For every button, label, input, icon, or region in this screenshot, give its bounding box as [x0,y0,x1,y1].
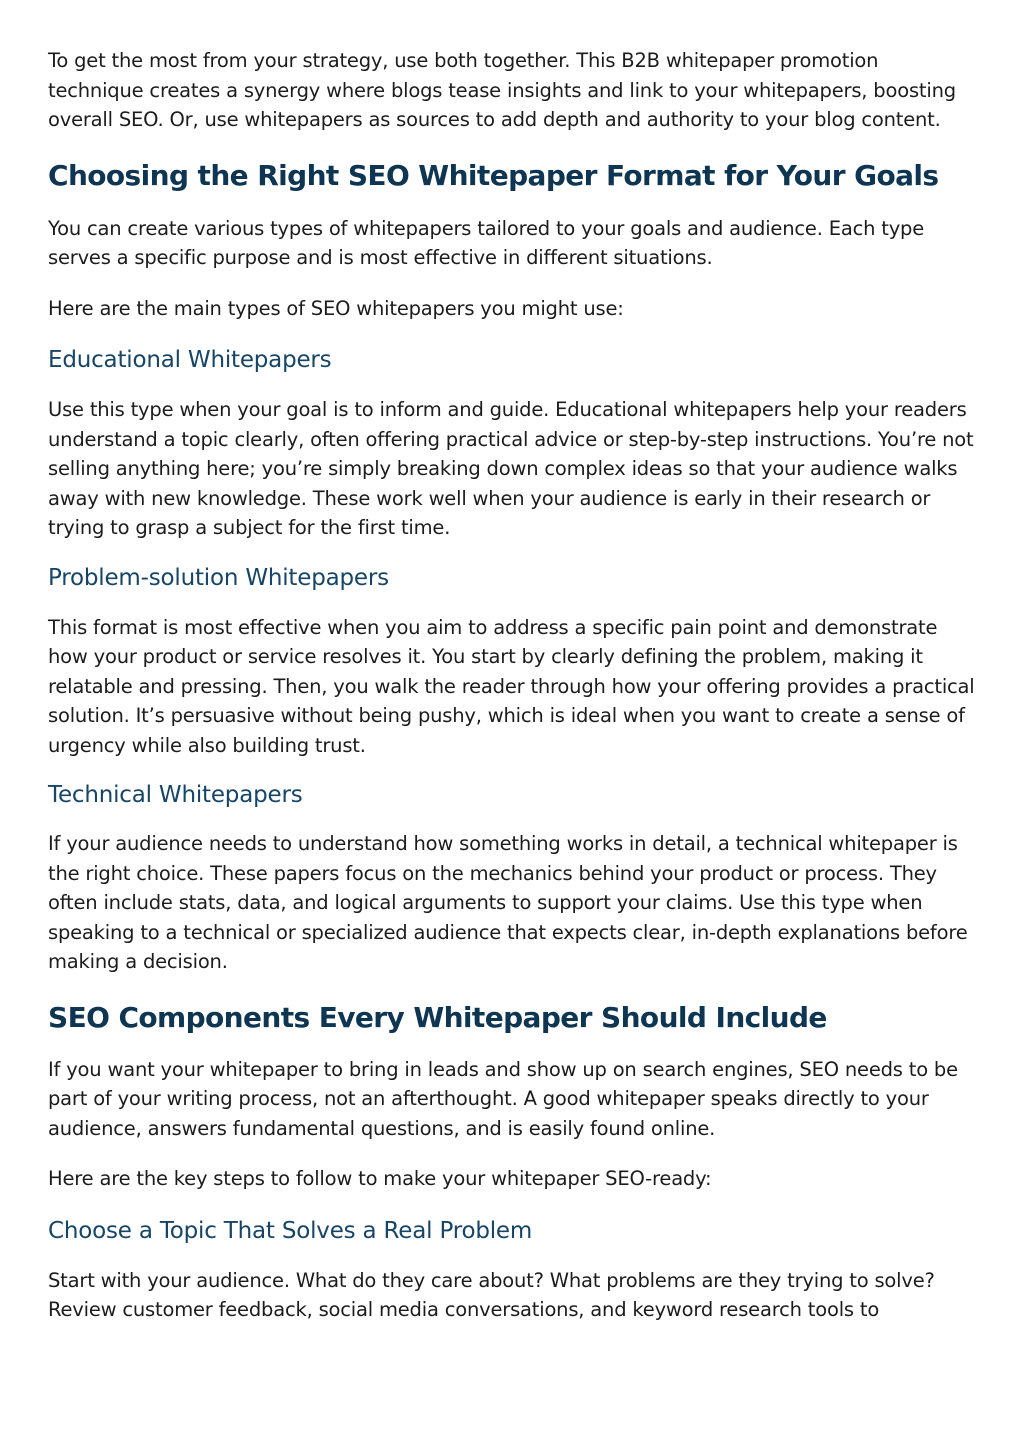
subheading-problem-solution: Problem-solution Whitepapers [48,564,389,591]
technical-paragraph: If your audience needs to understand how something works in detail, a technical whitepaper is the right choice. These papers focus on the mechanics behind your product or process. They often include stats, data, and logical arguments to support your claims. Use this type when speaking to a technical or specialized audience that expects clear, in-depth explanations before making a decision. [48,832,968,973]
components-lead-paragraph: Here are the key steps to follow to make your whitepaper SEO-ready: [48,1167,712,1190]
components-intro-paragraph: If you want your whitepaper to bring in leads and show up on search engines, SEO needs to be part of your writing process, not an afterthought. A good whitepaper speaks directly to your audience, answers fundamental questions, and is easily found online. [48,1057,958,1140]
heading-seo-components: SEO Components Every Whitepaper Should Include [48,1000,827,1034]
article-content [48,46,978,1325]
formats-intro-paragraph: You can create various types of whitepapers tailored to your goals and audience. Each type serves a specific purpose and is most effective in different situations. [48,216,925,269]
intro-paragraph: To get the most from your strategy, use both together. This B2B whitepaper promotion technique creates a synergy where blogs tease insights and link to your whitepapers, boosting overall SEO. Or, use whitepapers as sources to add depth and authority to your blog content. [48,49,956,131]
heading-choosing-format: Choosing the Right SEO Whitepaper Format for Your Goals [48,158,939,192]
formats-lead-paragraph: Here are the main types of SEO whitepapers you might use: [48,296,624,320]
subheading-technical: Technical Whitepapers [48,782,303,808]
educational-paragraph: Use this type when your goal is to inform and guide. Educational whitepapers help your readers understand a topic clearly, often offering practical advice or step-by-step instructions. You’re not selling anything here; you’re simply breaking down complex ideas so that your audience walks away with new knowledge. These work well when your audience is early in their research or trying to grasp a subject for the first time. [48,398,974,539]
subheading-choose-topic: Choose a Topic That Solves a Real Problem [48,1217,533,1244]
choose-topic-paragraph: Start with your audience. What do they care about? What problems are they trying to solve? Review customer feedback, social media conversations, and keyword research tools to [48,1268,935,1321]
problem-solution-paragraph: This format is most effective when you aim to address a specific pain point and demonstrate how your product or service resolves it. You start by clearly defining the problem, making it relatable and pressing. Then, you walk the reader through how your offering provides a practical solution. It’s persuasive without being pushy, which is ideal when you want to create a sense of urgency while also building trust. [48,615,975,757]
subheading-educational: Educational Whitepapers [48,347,332,373]
